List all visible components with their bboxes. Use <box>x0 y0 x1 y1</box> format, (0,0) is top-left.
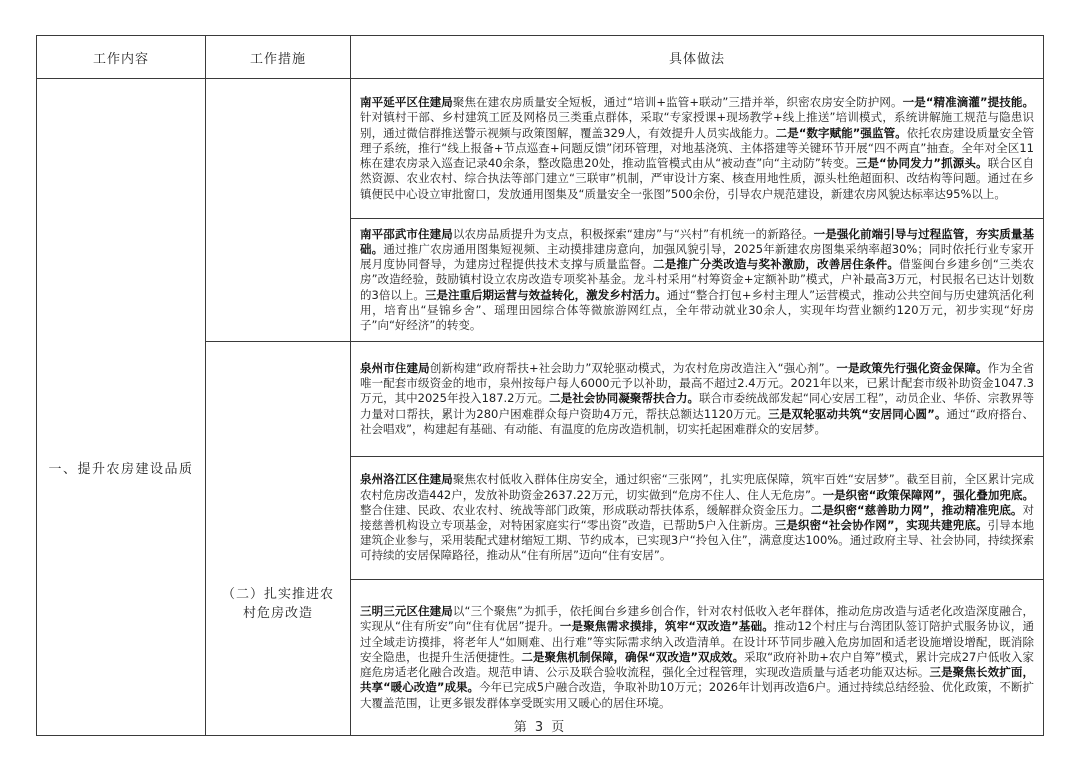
text-run: 作为全省唯一配套市级资金的地市，泉州按每户每人6000元予以补助，最高不超过2.4万元。2021年以来，已累计配套市级补助资金1047.3万元，其中2025年投入187.2万元。 <box>360 360 1035 406</box>
bold-text-run: 三是聚焦长效扩面，共享“暖心改造”成果。 <box>360 665 1034 695</box>
header-work-content: 工作内容 <box>37 36 206 79</box>
bold-text-run: 二是推广分类改造与奖补激励，改善居住条件。 <box>653 257 900 272</box>
bold-text-run: 三是注重后期运营与效益转化，激发乡村活力。 <box>424 287 667 302</box>
text-run: 采取“政府补助+农户自筹”模式，累计完成27户低收入家庭危房适老化融合改造。规范申请、公示及联合验收流程，强化全过程管理，实现改造质量与适老功能双达标。 <box>360 649 1034 680</box>
work-content-cell: 一、提升农房建设品质 <box>37 79 206 736</box>
bold-text-run: 一是“精准滴灌”提技能。 <box>902 95 1034 110</box>
text-run: 联合区自然资源、农业农村、综合执法等部门建立“三联审”机制，严审设计方案、核查用地性质，源头杜绝超面积、改结构等问题。通过在乡镇便民中心设立审批窗口，发放通用图集及“质量安全一张图”500余份，引导农户规范建设，新建农房风貌达标率达95%以上。 <box>360 156 1035 201</box>
table-row <box>37 79 1044 219</box>
measure-cell-2: （二）扎实推进农村危房改造 <box>206 342 351 736</box>
text-run: 创新构建“政府帮扶+社会助力”双轮驱动模式，为农村危房改造注入“强心剂”。 <box>429 360 837 375</box>
practice-cell-sanming-sanyuan <box>351 580 1044 736</box>
bold-text-run: 一是织密“政策保障网”，强化叠加兜底。 <box>822 487 1034 502</box>
practice-cell-nanping-yanping <box>351 79 1044 219</box>
header-work-measures: 工作措施 <box>206 36 351 79</box>
bold-text-run: 二是“数字赋能”强监管。 <box>775 125 907 140</box>
page-number: 第 3 页 <box>513 720 567 735</box>
bold-text-run: 三是织密“社会协作网”，实现共建兜底。 <box>774 518 988 532</box>
bold-text-run: 二是聚焦机制保障，确保“双改造”双成效。 <box>521 649 745 664</box>
practice-cell-quanzhou-city <box>351 342 1044 457</box>
text-run: 借鉴闽台乡建乡创“三类农房”改造经验，鼓励镇村设立农房改造专项奖补基金。龙斗村采用“村筹资金+定额补助”模式，户补最高3万元，村民报名已达计划数的3倍以上。 <box>360 257 1035 302</box>
text-run: 推动12个村庄与台湾团队签订陪护式服务协议，通过全域走访摸排，将老年人“如厕难、出行难”等实际需求纳入改造清单。在设计环节同步融入危房加固和适老设施增设增配，既消除安全隐患，也提升生活便捷性。 <box>360 619 1034 664</box>
table-header-row <box>37 36 1044 79</box>
text-run: 以“三个聚焦”为抓手，依托闽台乡建乡创合作，针对农村低收入老年群体，推动危房改造与适老化改造深度融合，实现从“住有所安”向“住有优居”提升。 <box>360 604 1034 634</box>
bold-text-run: 二是织密“慈善助力网”，推动精准兜底。 <box>810 502 1023 517</box>
work-report-table <box>36 35 1044 736</box>
bold-text-run: 泉州洛江区住建局 <box>360 472 453 487</box>
text-run: 通过推广农房通用图集短视频、主动摸排建房意向，加强风貌引导，2025年新建农房图集采纳率超30%；同时依托行业专家开展月度协同督导，为建房过程提供技术支撑与质量监督。 <box>360 241 1035 272</box>
header-specific-practices: 具体做法 <box>351 36 1044 79</box>
text-run: 引导本地建筑企业参与，采用装配式建材缩短工期、节约成本，已实现3户“拎包入住”，满意度达100%。通过政府主导、社会协同，持续探索可持续的安居保障路径，推动从“住有所居”迈向“住有安居”。 <box>360 518 1035 563</box>
bold-text-run: 南平邵武市住建局 <box>360 226 453 241</box>
bold-text-run: 二是社会协同凝聚帮扶合力。 <box>549 391 700 406</box>
bold-text-run: 一是政策先行强化资金保障。 <box>836 360 988 375</box>
text-run: 对接慈善机构设立专项基金，对特困家庭实行“零出资”改造，已帮助5户入住新房。 <box>360 502 1034 532</box>
bold-text-run: 三明三元区住建局 <box>360 604 453 619</box>
bold-text-run: 南平延平区住建局 <box>360 95 453 110</box>
measure-cell-1-empty <box>206 79 351 342</box>
text-run: 通过“政府搭台、社会唱戏”，构建起有基础、有动能、有温度的危房改造机制，切实托起困难群众的安居梦。 <box>360 406 1034 436</box>
text-run: 聚焦农村低收入群体住房安全，通过织密“三张网”，扎实兜底保障，筑牢百姓“安居梦”。截至目前，全区累计完成农村危房改造442户，发放补助资金2637.22万元，切实做到“危房不住人、住人无危房”。 <box>360 472 1035 502</box>
text-run: 针对镇村干部、乡村建筑工匠及网格员三类重点群体，采取“专家授课+现场教学+线上推送”培训模式，系统讲解施工规范与隐患识别，通过微信群推送警示视频与政策图解，覆盖329人，有效提升人员实战能力。 <box>360 110 1034 140</box>
bold-text-run: 一是强化前端引导与过程监管，夯实质量基础。 <box>360 226 1035 256</box>
text-run: 整合住建、民政、农业农村、统战等部门政策，形成联动帮扶体系，缓解群众资金压力。 <box>360 502 811 517</box>
text-run: 以农房品质提升为支点，积极探索“建房”与“兴村”有机统一的新路径。 <box>452 226 814 241</box>
text-run: 聚焦在建农房质量安全短板，通过“培训+监管+联动”三措并举，织密农房安全防护网。 <box>452 95 903 110</box>
bold-text-run: 一是聚焦需求摸排，筑牢“双改造”基础。 <box>559 619 774 634</box>
bold-text-run: 泉州市住建局 <box>360 360 430 375</box>
practice-cell-quanzhou-luojiang <box>351 457 1044 580</box>
text-run: 联合市委统战部发起“同心安居工程”，动员企业、华侨、宗教界等力量对口帮扶，累计为280户困难群众每户资助4万元，帮扶总额达1120万元。 <box>360 391 1035 421</box>
bold-text-run: 三是双轮驱动共筑“安居同心圆”。 <box>768 406 947 421</box>
text-run: 今年已完成5户融合改造，争取补助10万元；2026年计划再改造6户。通过持续总结经验、优化政策，不断扩大覆盖范围，让更多银发群体享受既实用又暖心的居住环境。 <box>360 680 1034 710</box>
text-run: 通过“整合打包+乡村主理人”运营模式，推动公共空间与历史建筑活化利用，培育出“昼锦乡舍”、瑶理田园综合体等微旅游网红点，全年带动就业30余人，实现年均营业额约120万元，初步实现“好房子”向“好经济”的转变。 <box>360 287 1034 332</box>
practice-cell-nanping-shaowu <box>351 219 1044 342</box>
text-run: 依托农房建设质量安全管理子系统，推行“线上报备+节点巡查+问题反馈”闭环管理，对地基浇筑、主体搭建等关键环节开展“四不两直”抽查。全年对全区11栋在建农房录入巡查记录40余条，整改隐患20处，推动监管模式由从“被动查”向“主动防”转变。 <box>360 125 1034 171</box>
bold-text-run: 三是“协同发力”抓源头。 <box>855 156 988 171</box>
